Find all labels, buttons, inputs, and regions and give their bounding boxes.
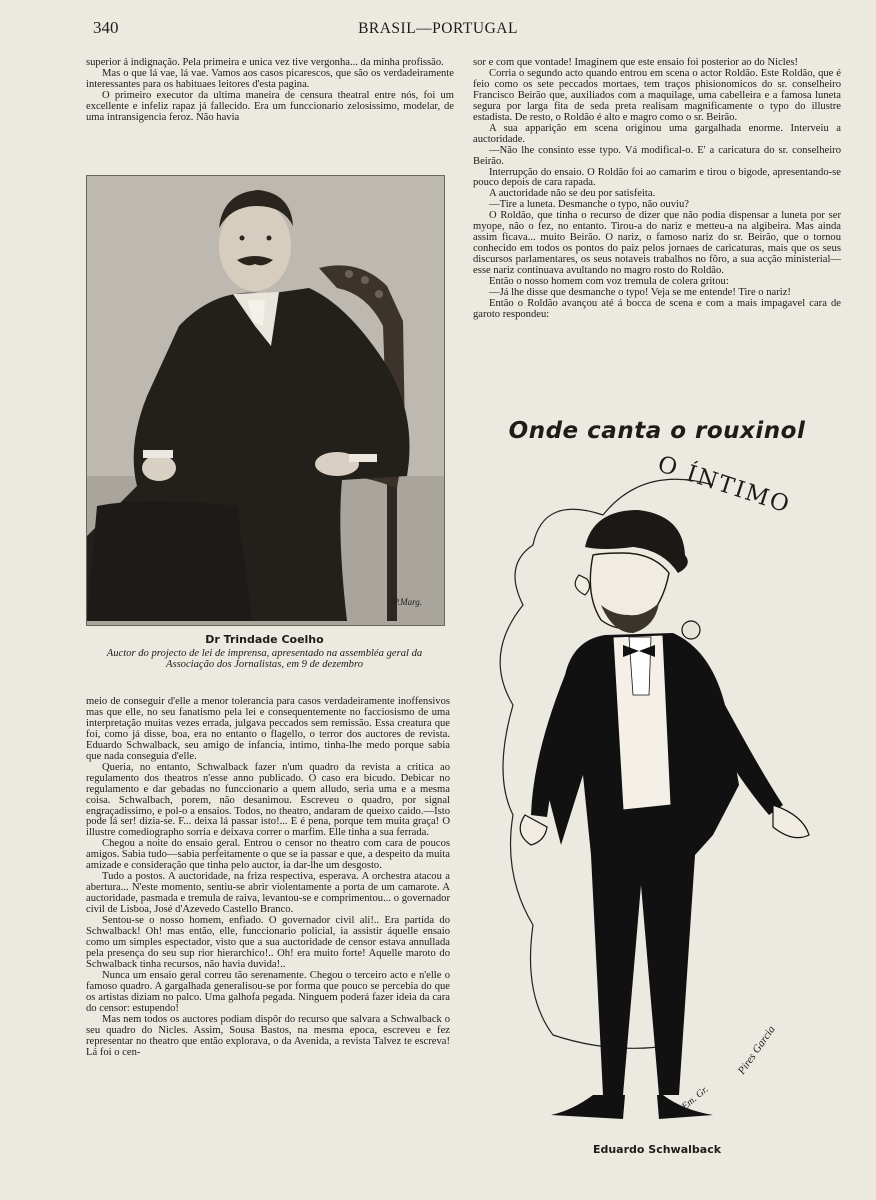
paragraph: Mas nem todos os auctores podiam dispôr do recurso que salvara a Schwalback o seu quadro do Nicles. Assim, Sousa Bastos, na mesma epoca, escreveu e fez representar no theatro que então explorava, o da Avenida, a revista Talvez te escreva! Lá foi o cen- [86,1013,450,1058]
paragraph: Interrupção do ensaio. O Roldão foi ao camarim e tirou o bigode, apresentando-se pouco depois de cara rapada. [473,166,841,189]
caricature-drawing [473,455,841,1140]
paragraph: O primeiro executor da ultima maneira de censura theatral entre nós, foi um excellente e infeliz rapaz já fallecido. Era um funccionario zelosissimo, modelar, de uma intransigencia feroz. Não havia [86,89,454,123]
paragraph: Queria, no entanto, Schwalback fazer n'um quadro da revista a critica ao regulamento dos theatros n'esse anno publicado. O caso era bicudo. Debicar no regulamento e dar gebadas no funccionario a quem alludo, seria uma e a mesma coisa. Schwalbach, porem, não desanimou. Escreveu o quadro, por signal engraçadissimo, e pol-o a ensaios. Todos, no theatro, andaram de queixo caido.—Isto pode lá ser! dizia-se. F... deixa lá passar isto!... E é pena, porque tem muita graça! O illustre comediographo sorria e deixava correr o marfim. Elle tinha a sua ferrada. [86,761,450,839]
cartoon-title: Onde canta o rouxinol [508,418,806,444]
paragraph: —Já lhe disse que desmanche o typo! Veja se me entende! Tire o nariz! [489,287,791,299]
column-right-top [473,58,841,321]
paragraph: A sua apparição em scena originou uma gargalhada enorme. Interveiu a auctoridade. [473,122,841,145]
paragraph: Então o nosso homem com voz tremula de colera gritou: [489,276,729,288]
paragraph: Chegou a noite do ensaio geral. Entrou o censor no theatro com cara de poucos amigos. Sabia tudo—sabia perfeitamente o que se ia passar e que, a despeito da muita amizade e consideração que tinha pelo auctor, ia dar-lhe um desgosto. [86,838,450,872]
photo-caption-name: Dr Trindade Coelho [205,633,324,646]
paragraph: Corria o segundo acto quando entrou em scena o actor Roldão. Este Roldão, que é feio como os sete peccados mortaes, tem traços phisionomicos do sr. conselheiro Francisco Beirão que, auxiliados com a maquilage, uma cabelleira e a famosa luneta segura por larga fita de seda preta realisam magnificamente o typo do illustre estadista. De resto, o Roldão é alto e magro como o sr. Beirão. [473,67,841,123]
photo-caption-description: Auctor do projecto de lei de imprensa, apresentado na assembléa geral da Associação dos Jornalistas, em 9 de dezembro [106,648,423,670]
svg-text:Em. Gr.: Em. Gr. [679,1084,711,1113]
svg-text:Pires Garcia: Pires Garcia [735,1023,778,1077]
paragraph: O Roldão, que tinha o recurso de dizer que não podia dispensar a luneta por ser myope, não o fez, no entanto. Tirou-a do nariz e metteu-a na algibeira. Mas ainda assim ficava... muito Beirão. O nariz, o famoso nariz do sr. Beirão, que o tornou conhecido em todos os pontos do paiz pelos jornaes de caricaturas, mais que os seus discursos parlamentares, os seus notaveis trabalhos no fôro, a sua acção ministerial—esse nariz continuava avultando no magro rosto do Roldão. [473,210,841,277]
paragraph: sor e com que vontade! Imaginem que este ensaio foi posterior ao do Nicles! [473,57,799,68]
page-title: BRASIL—PORTUGAL [358,20,518,37]
paragraph: superior á indignação. Pela primeira e unica vez tive vergonha... da minha profissão. [86,57,444,68]
paragraph: Então o Roldão avançou até á bocca de scena e com a mais impagavel cara de garoto respondeu: [473,297,841,320]
paragraph: —Não lhe consinto esse typo. Vá modifical-o. E' a caricatura do sr. conselheiro Beirão. [473,144,841,167]
paragraph: meio de conseguir d'elle a menor tolerancia para casos verdadeiramente inoffensivos mas que elle, no seu fanatismo pela lei e consequentemente no facciosismo de uma interpretação muitas vezes errada, julgava peccados sem remissão. Essa creatura que foi, como já disse, boa, era no entanto o flagello, o terror dos auctores de revista. Eduardo Schwalback, seu amigo de infancia, intimo, tinha-lhe medo porque sabia que nada conseguia d'elle. [86,696,450,762]
column-left-top [86,58,454,124]
cartoon-speech-text: O ÍNTIMO [654,451,794,519]
paragraph: Tudo a postos. A auctoridade, na friza respectiva, esperava. A orchestra atacou a abertura... N'este momento, sentiu-se abrir violentamente a porta de um camarote. A auctoridade, pasmada e tremula de raiva, levantou-se e comprimentou... o governador civil de Lisboa, José d'Azevedo Castello Branco. [86,871,450,916]
column-left-bottom [86,697,450,1058]
photographer-signature: P.Marg. [393,597,422,607]
paragraph: A auctoridade não se deu por satisfeita. [489,188,656,200]
cartoon-caption: Eduardo Schwalback [592,1143,722,1156]
paragraph: Mas o que lá vae, lá vae. Vamos aos casos picarescos, que são os verdadeiramente interessantes para os habituaes leitores d'esta pagina. [86,67,454,90]
page-header [0,18,876,42]
paragraph: Sentou-se o nosso homem, enfiado. O governador civil ali!.. Era partida do Schwalback! Oh! mas então, elle, funccionario policial, ia assistir áquelle ensaio como um simples espectador, visto que a sua auctoridade de censor estava annullada pela presença do seu sup rior hierarchico!.. Oh! era muito forte! Aquelle maroto do Schwalback tinha recursos, não havia duvida!.. [86,915,450,970]
paragraph: —Tire a luneta. Desmanche o typo, não ouviu? [489,199,689,211]
page-number: 340 [93,18,119,37]
paragraph: Nunca um ensaio geral correu tão serenamente. Chegou o terceiro acto e n'elle o famoso quadro. A gargalhada generalisou-se por forma que pouco se percebia do que os artistas diziam no palco. Uma galhofa pegada. Ninguem poderá fazer ideia da cara do censor: estupendo! [86,969,450,1014]
portrait-photo [86,175,445,626]
